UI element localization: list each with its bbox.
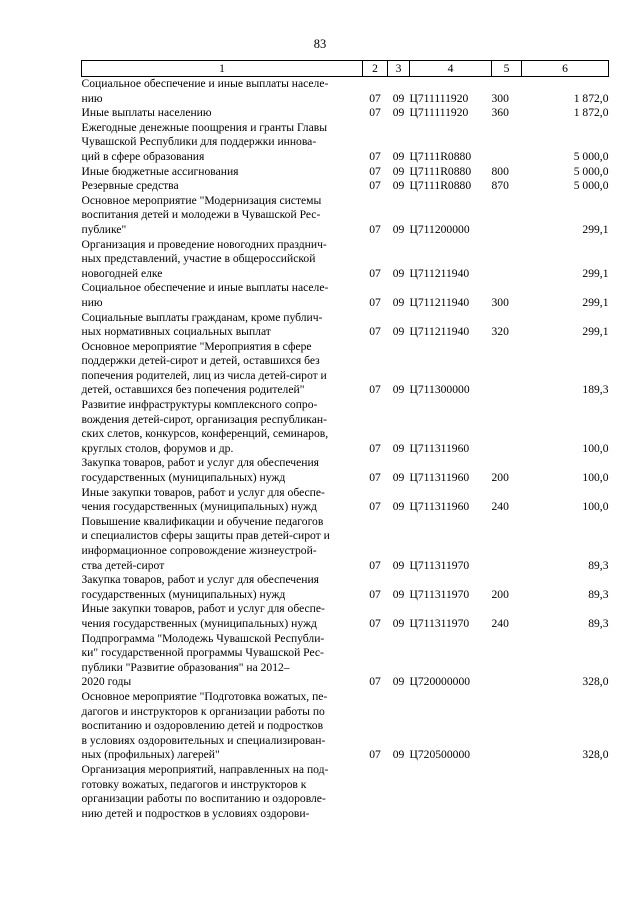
row-amount: 5 000,0: [573, 179, 609, 193]
row-description: Подпрограмма "Молодежь Чувашской Республи- ки" государственной программы Чувашской Рес- публики "Развитие образования" на 2012– 2020 годы: [81, 631, 325, 689]
row-subsection-code: 09: [392, 500, 405, 514]
row-section-code: 07: [369, 164, 381, 178]
row-amount: 100,0: [582, 441, 609, 455]
row-target-article-code: Ц711311960: [409, 441, 470, 455]
row-description: Иные выплаты населению: [81, 106, 212, 120]
row-description: Социальные выплаты гражданам, кроме публич- ных нормативных социальных выплат: [81, 310, 323, 339]
row-section-code: 07: [369, 748, 381, 762]
row-expense-type-code: 240: [491, 616, 509, 630]
table-row: [82, 165, 609, 180]
row-target-article-code: Ц711311960: [409, 500, 470, 514]
row-description: Ежегодные денежные поощрения и гранты Главы Чувашской Республики для поддержки иннова- ций в сфере образования: [81, 120, 327, 163]
row-section-code: 07: [369, 222, 381, 236]
row-expense-type-code: 360: [491, 106, 509, 120]
row-target-article-code: Ц720500000: [409, 748, 471, 762]
row-description: Закупка товаров, работ и услуг для обеспечения государственных (муниципальных) нужд: [81, 573, 320, 601]
table-row: [82, 194, 609, 238]
row-expense-type-code: [492, 121, 522, 165]
row-subsection-code: 09: [392, 295, 405, 309]
row-target-article-code: Ц711111920: [409, 91, 469, 105]
row-target-article-code: Ц711211940: [409, 266, 470, 280]
column-header-2: 2: [363, 61, 388, 77]
row-section-code: 07: [369, 179, 381, 193]
row-amount: 328,0: [582, 675, 609, 689]
row-section-code: [363, 763, 388, 821]
row-description: Социальное обеспечение и иные выплаты населе- нию: [81, 77, 329, 105]
row-subsection-code: 09: [392, 383, 405, 397]
row-expense-type-code: [492, 340, 522, 398]
row-amount: 299,1: [582, 266, 609, 280]
row-subsection-code: 09: [392, 91, 405, 105]
row-expense-type-code: 200: [491, 471, 509, 485]
row-section-code: 07: [369, 471, 381, 485]
row-description: Иные бюджетные ассигнования: [81, 164, 239, 178]
table-row: [82, 573, 609, 602]
row-expense-type-code: 320: [491, 325, 509, 339]
row-expense-type-code: [492, 194, 522, 238]
row-subsection-code: 09: [392, 179, 405, 193]
row-section-code: 07: [369, 587, 381, 601]
row-amount: 100,0: [582, 500, 609, 514]
row-amount: 5 000,0: [573, 149, 609, 163]
row-subsection-code: 09: [392, 149, 405, 163]
row-amount: 89,3: [588, 558, 609, 572]
row-subsection-code: 09: [392, 471, 405, 485]
row-section-code: 07: [369, 106, 381, 120]
row-subsection-code: 09: [392, 587, 405, 601]
table-row: [82, 311, 609, 340]
row-section-code: 07: [369, 616, 381, 630]
row-section-code: 07: [369, 383, 381, 397]
row-subsection-code: 09: [392, 222, 405, 236]
table-row: [82, 238, 609, 282]
row-target-article-code: Ц711211940: [409, 295, 470, 309]
row-amount: 299,1: [582, 222, 609, 236]
row-target-article-code: Ц711300000: [409, 383, 470, 397]
table-row: [82, 106, 609, 121]
row-description: Основное мероприятие "Модернизация системы воспитания детей и молодежи в Чувашской Рес- публике": [81, 193, 322, 236]
row-description: Иные закупки товаров, работ и услуг для обеспе- чения государственных (муниципальных) нужд: [81, 602, 325, 630]
row-subsection-code: 09: [392, 748, 405, 762]
row-target-article-code: Ц711311960: [409, 471, 470, 485]
row-amount: 299,1: [582, 325, 609, 339]
column-header-5: 5: [492, 61, 522, 77]
row-section-code: 07: [369, 91, 381, 105]
row-expense-type-code: [492, 763, 522, 821]
row-expense-type-code: [492, 238, 522, 282]
row-target-article-code: Ц711311970: [409, 587, 470, 601]
row-subsection-code: 09: [392, 164, 405, 178]
row-amount: 89,3: [588, 616, 609, 630]
row-description: Закупка товаров, работ и услуг для обеспечения государственных (муниципальных) нужд: [81, 456, 320, 485]
row-description: Резервные средства: [81, 179, 179, 193]
row-subsection-code: 09: [392, 675, 405, 689]
row-description: Основное мероприятие "Подготовка вожатых, пе- дагогов и инструкторов к организации работы по воспитанию и оздоровлению детей и подростков в условиях оздоровительных и специализирован- ных (профильных) лагерей": [81, 689, 328, 762]
row-expense-type-code: 800: [491, 164, 509, 178]
row-amount: 328,0: [582, 748, 609, 762]
row-target-article-code: Ц711111920: [409, 106, 469, 120]
row-subsection-code: 09: [392, 441, 405, 455]
column-header-1: 1: [82, 61, 363, 77]
table-header-row: [82, 61, 609, 77]
row-expense-type-code: 300: [491, 295, 509, 309]
column-header-4: 4: [410, 61, 492, 77]
table-row: [82, 515, 609, 573]
row-target-article-code: Ц7111R0880: [409, 164, 472, 178]
table-row: [82, 398, 609, 456]
row-amount: 1 872,0: [573, 106, 609, 120]
table-row: [82, 690, 609, 763]
row-amount: 5 000,0: [573, 164, 609, 178]
row-target-article-code: Ц7111R0880: [409, 179, 472, 193]
row-target-article-code: Ц711211940: [409, 325, 470, 339]
table-row: [82, 77, 609, 107]
table-row: [82, 456, 609, 485]
column-header-6: 6: [522, 61, 609, 77]
row-subsection-code: 09: [392, 266, 405, 280]
row-subsection-code: 09: [392, 106, 405, 120]
row-section-code: 07: [369, 675, 381, 689]
table-row: [82, 179, 609, 194]
row-description: Организация мероприятий, направленных на под- готовку вожатых, педагогов и инструкторов к организации работы по воспитанию и оздоровле- нию детей и подростков в условиях оздорови-: [81, 762, 329, 820]
row-amount: 1 872,0: [573, 91, 609, 105]
row-amount: 100,0: [582, 471, 609, 485]
table-row: [82, 281, 609, 310]
row-section-code: 07: [369, 149, 381, 163]
row-expense-type-code: 240: [491, 500, 509, 514]
row-target-article-code: [410, 763, 492, 821]
row-description: Основное мероприятие "Мероприятия в сфере поддержки детей-сирот и детей, оставшихся без попечения родителей, лиц из числа детей-сирот и детей, оставшихся без попечения родителей": [81, 339, 327, 397]
row-target-article-code: Ц711311970: [409, 558, 470, 572]
row-section-code: 07: [369, 441, 381, 455]
row-description: Развитие инфраструктуры комплексного сопро- вождения детей-сирот, организация республикан- ских слетов, конкурсов, конференций, семинаров, круглых столов, форумов и др.: [81, 398, 329, 455]
row-subsection-code: 09: [392, 616, 405, 630]
row-target-article-code: Ц7111R0880: [409, 149, 472, 163]
row-target-article-code: Ц711200000: [409, 222, 470, 236]
row-expense-type-code: [492, 398, 522, 456]
row-subsection-code: [388, 763, 410, 821]
row-section-code: 07: [369, 295, 381, 309]
row-expense-type-code: 300: [491, 91, 509, 105]
table-row: [82, 763, 609, 821]
row-description: Иные закупки товаров, работ и услуг для обеспе- чения государственных (муниципальных) нужд: [81, 485, 325, 514]
table-row: [82, 602, 609, 631]
column-header-3: 3: [388, 61, 410, 77]
row-target-article-code: Ц711311970: [409, 616, 470, 630]
row-section-code: 07: [369, 325, 381, 339]
row-amount: [522, 763, 609, 821]
row-expense-type-code: 870: [491, 179, 509, 193]
table-row: [82, 121, 609, 165]
page-number: 83: [313, 37, 327, 51]
table-row: [82, 340, 609, 398]
row-description: Повышение квалификации и обучение педагогов и специалистов сферы защиты прав детей-сирот и информационное сопровождение жизнеустрой- ства детей-сирот: [81, 514, 330, 572]
row-target-article-code: Ц720000000: [409, 675, 471, 689]
table-row: [82, 632, 609, 690]
row-subsection-code: 09: [392, 325, 405, 339]
row-section-code: 07: [369, 266, 381, 280]
row-section-code: 07: [369, 558, 381, 572]
row-amount: 299,1: [582, 295, 609, 309]
row-amount: 189,3: [582, 383, 609, 397]
row-expense-type-code: [492, 515, 522, 573]
row-amount: 89,3: [588, 587, 609, 601]
row-expense-type-code: [492, 632, 522, 690]
row-description: Организация и проведение новогодних празднич- ных представлений, участие в общероссийской новогодней елке: [81, 237, 327, 280]
budget-table: [81, 60, 609, 821]
row-description: Социальное обеспечение и иные выплаты населе- нию: [81, 281, 329, 309]
row-subsection-code: 09: [392, 558, 405, 572]
table-body: [82, 77, 609, 822]
row-expense-type-code: [492, 690, 522, 763]
row-expense-type-code: 200: [491, 587, 509, 601]
row-section-code: 07: [369, 500, 381, 514]
table-row: [82, 486, 609, 515]
